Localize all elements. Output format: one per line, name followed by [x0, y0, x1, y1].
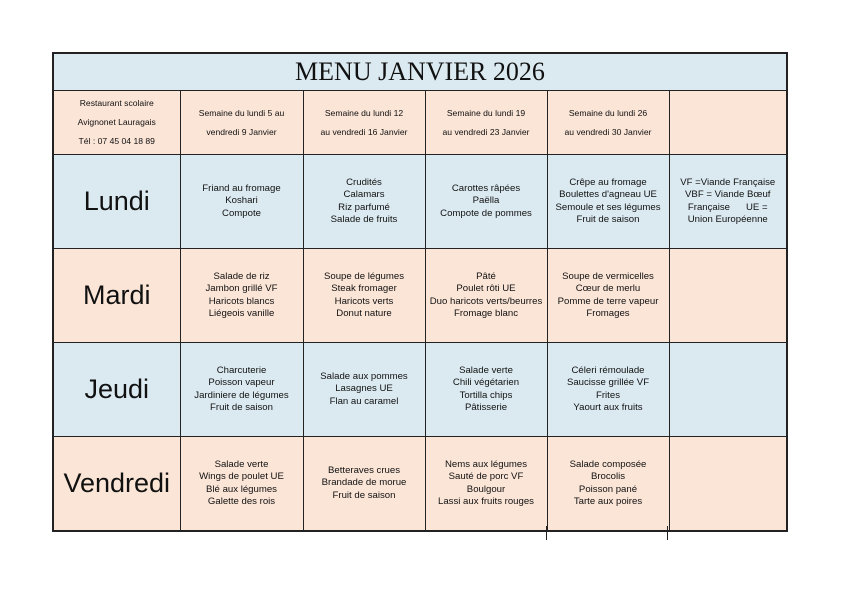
menu-item: Poulet rôti UE	[456, 283, 516, 295]
menu-cell	[547, 155, 669, 249]
menu-cell	[547, 249, 669, 343]
menu-item: Pomme de terre vapeur	[557, 295, 659, 307]
menu-cell	[303, 437, 425, 532]
menu-cell	[303, 343, 425, 437]
menu-item: Riz parfumé	[338, 201, 390, 213]
menu-item: Soupe de légumes	[323, 271, 404, 283]
menu-item: Salade de fruits	[330, 213, 398, 225]
restaurant-name: Restaurant scolaire	[79, 98, 154, 108]
restaurant-info	[53, 91, 180, 155]
week-header-4	[547, 91, 669, 155]
menu-item: Fromages	[586, 307, 630, 319]
restaurant-town: Avignonet Lauragais	[77, 117, 156, 127]
day-label: Lundi	[53, 155, 180, 249]
legend-line: VBF = Viande Bœuf	[685, 189, 771, 201]
restaurant-phone: Tél : 07 45 04 18 89	[78, 136, 155, 146]
title-row	[53, 53, 787, 91]
menu-item: Lassi aux fruits rouges	[438, 495, 534, 507]
week-header-line: Semaine du lundi 26	[568, 107, 648, 118]
empty-cell	[669, 343, 787, 437]
menu-item: Tortilla chips	[459, 389, 513, 401]
day-rows	[53, 155, 787, 532]
week-header-line: Semaine du lundi 5 au	[198, 107, 285, 118]
menu-item: Blé aux légumes	[206, 483, 277, 495]
menu-cell	[425, 343, 547, 437]
menu-cell	[425, 249, 547, 343]
menu-item: Duo haricots verts/beurres	[429, 295, 543, 307]
menu-item: Fruit de saison	[210, 401, 273, 413]
menu-cell	[180, 155, 303, 249]
menu-item: Betteraves crues	[328, 465, 400, 477]
menu-cell	[180, 343, 303, 437]
empty-cell	[669, 249, 787, 343]
menu-item: Tarte aux poires	[573, 495, 643, 507]
day-row-vendredi	[53, 437, 787, 532]
day-label: Vendredi	[53, 437, 180, 532]
menu-cell	[547, 343, 669, 437]
menu-item: Boulettes d'agneau UE	[559, 189, 657, 201]
menu-item: Galette des rois	[207, 495, 276, 507]
menu-cell	[180, 249, 303, 343]
menu-item: Saucisse grillée VF	[566, 377, 650, 389]
menu-item: Céleri rémoulade	[571, 365, 645, 377]
menu-item: Pâté	[476, 271, 496, 283]
menu-item: Poisson vapeur	[208, 377, 275, 389]
day-row-mardi	[53, 249, 787, 343]
menu-item: Crêpe au fromage	[569, 177, 647, 189]
menu-item: Haricots verts	[334, 295, 394, 307]
menu-cell	[425, 155, 547, 249]
week-header-line: Semaine du lundi 19	[446, 107, 526, 118]
menu-item: Wings de poulet UE	[199, 471, 284, 483]
menu-item: Yaourt aux fruits	[573, 401, 643, 413]
menu-cell	[547, 437, 669, 532]
week-header-2	[303, 91, 425, 155]
legend-line: VF =Viande Française	[680, 177, 776, 189]
week-header-1	[180, 91, 303, 155]
menu-item: Salade verte	[459, 365, 513, 377]
menu-item: Salade composée	[569, 459, 647, 471]
menu-item: Flan au caramel	[329, 395, 399, 407]
menu-cell	[303, 249, 425, 343]
menu-item: Lasagnes UE	[335, 383, 393, 395]
menu-item: Brandade de morue	[321, 477, 407, 489]
menu-item: Carottes râpées	[451, 183, 521, 195]
week-header-line: au vendredi 30 Janvier	[564, 126, 652, 137]
week-header-line: vendredi 9 Janvier	[206, 126, 277, 137]
menu-item: Jambon grillé VF	[205, 283, 278, 295]
legend-line: Française UE =	[687, 201, 768, 213]
menu-item: Charcuterie	[216, 365, 267, 377]
menu-cell	[180, 437, 303, 532]
menu-cell	[425, 437, 547, 532]
week-header-line: au vendredi 23 Janvier	[442, 126, 530, 137]
menu-item: Salade de riz	[213, 271, 270, 283]
menu-title: MENU JANVIER 2026	[53, 53, 787, 91]
week-header-line: au vendredi 16 Janvier	[320, 126, 408, 137]
menu-item: Fruit de saison	[576, 213, 640, 225]
menu-item: Brocolis	[590, 471, 626, 483]
menu-item: Haricots blancs	[208, 295, 275, 307]
menu-item: Cœur de merlu	[575, 283, 641, 295]
day-label: Jeudi	[53, 343, 180, 437]
menu-item: Crudités	[346, 177, 382, 189]
menu-item: Poisson pané	[578, 483, 638, 495]
day-row-jeudi	[53, 343, 787, 437]
menu-item: Compote de pommes	[440, 207, 532, 219]
legend-note	[669, 155, 787, 249]
menu-item: Pâtisserie	[464, 401, 508, 413]
menu-item: Semoule et ses légumes	[555, 201, 661, 213]
tick-mark	[546, 526, 547, 540]
empty-header-cell	[669, 91, 787, 155]
tick-mark	[667, 526, 668, 540]
header-row	[53, 91, 787, 155]
week-header-line: Semaine du lundi 12	[324, 107, 404, 118]
menu-item: Donut nature	[336, 307, 392, 319]
menu-item: Boulgour	[466, 483, 506, 495]
menu-item: Soupe de vermicelles	[562, 271, 654, 283]
menu-item: Liégeois vanille	[208, 307, 275, 319]
menu-item: Fromage blanc	[454, 307, 518, 319]
menu-item: Jardiniere de légumes	[194, 389, 289, 401]
menu-item: Compote	[222, 207, 261, 219]
menu-item: Salade verte	[214, 459, 269, 471]
menu-item: Fruit de saison	[332, 489, 396, 501]
menu-table	[52, 52, 788, 532]
day-label: Mardi	[53, 249, 180, 343]
legend-line: Union Européenne	[687, 213, 768, 225]
week-header-3	[425, 91, 547, 155]
menu-cell	[303, 155, 425, 249]
menu-item: Steak fromager	[331, 283, 397, 295]
empty-cell	[669, 437, 787, 532]
menu-item: Nems aux légumes	[444, 459, 528, 471]
menu-item: Sauté de porc VF	[448, 471, 524, 483]
menu-item: Calamars	[343, 189, 385, 201]
day-row-lundi	[53, 155, 787, 249]
menu-item: Salade aux pommes	[320, 371, 408, 383]
menu-item: Paëlla	[472, 195, 500, 207]
menu-item: Friand au fromage	[202, 183, 281, 195]
menu-item: Koshari	[225, 195, 258, 207]
menu-item: Frites	[596, 389, 620, 401]
menu-item: Chili végétarien	[452, 377, 520, 389]
